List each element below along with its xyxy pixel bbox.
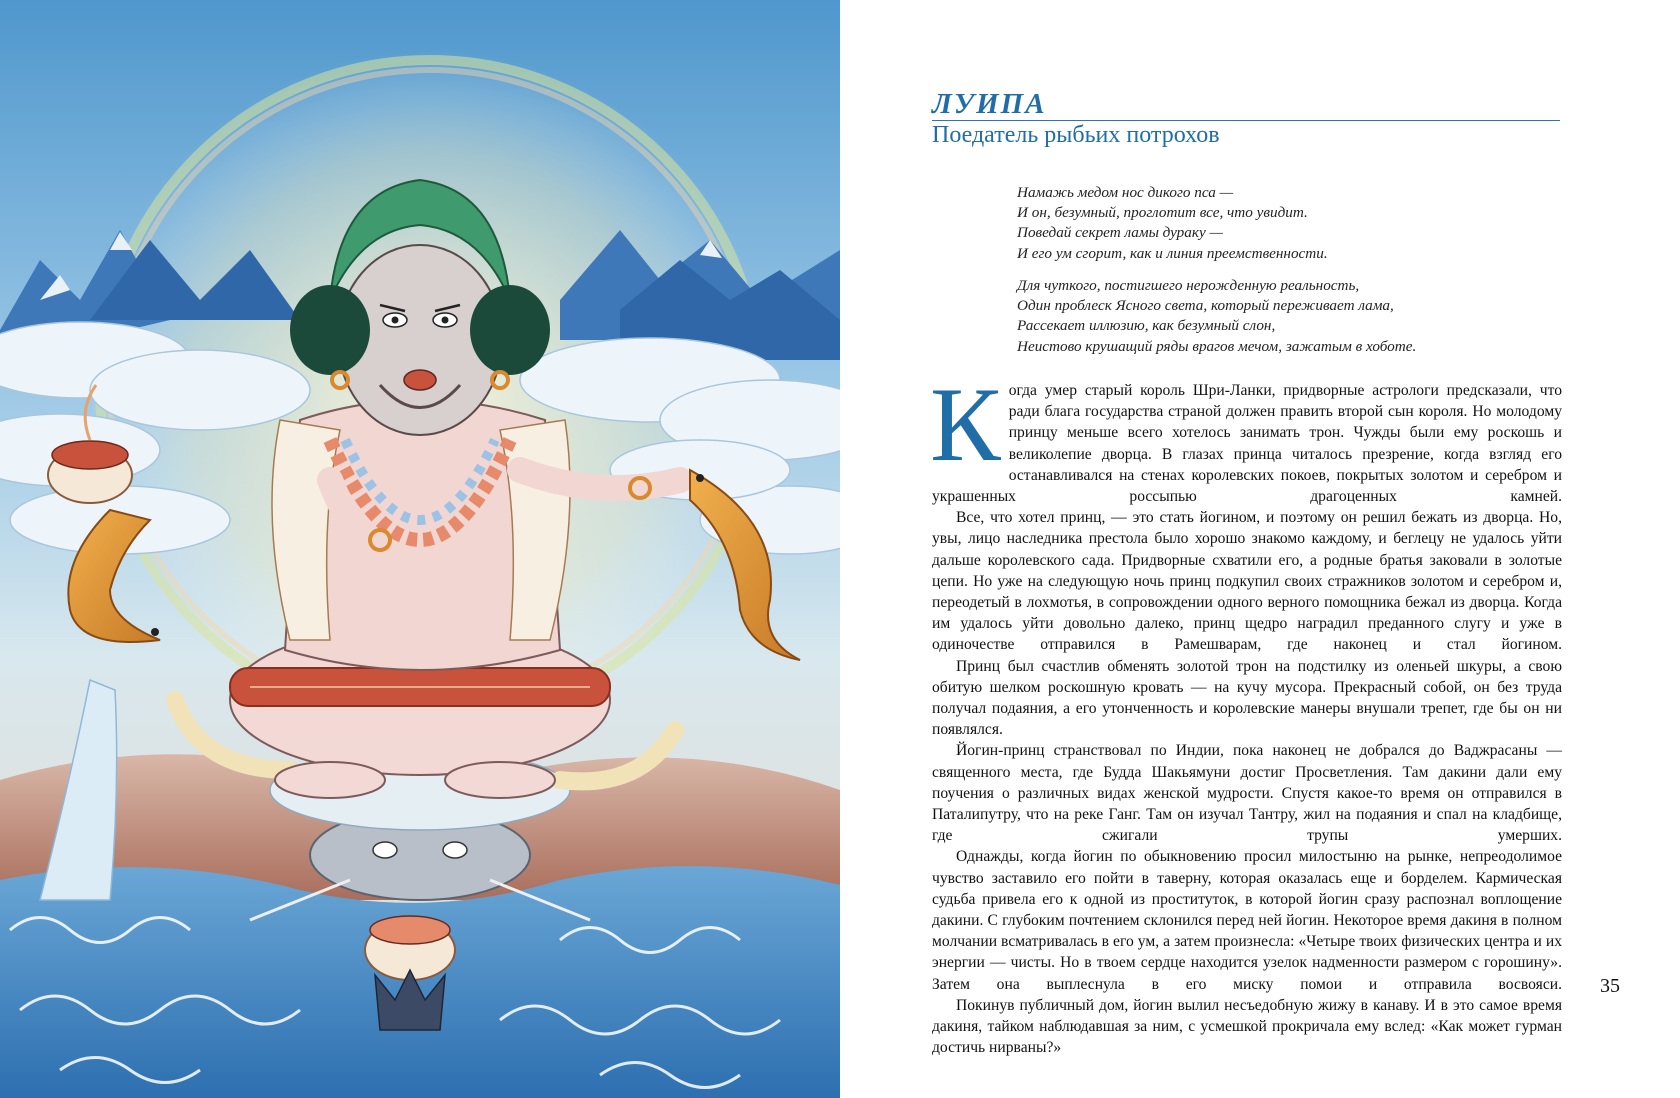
paragraph: огда умер старый король Шри-Ланки, придворные астрологи предсказали, что ради блага государства страной должен править второй сын короля. Но молодому принцу меньше всего хотелось занимать трон. Чужды были ему роскошь и великолепие дворца. В глазах принца читалось презрение, когда взгляд его останавливался на стенах королевских покоев, покрытых золотом и серебром и украшенных россыпью драгоценных камней. bbox=[932, 382, 1562, 506]
verse-line: Неистово крушащий ряды врагов мечом, зажатым в хоботе. bbox=[1017, 337, 1417, 355]
text-page bbox=[840, 0, 1680, 1098]
verse-line: Для чуткого, постигшего нерожденную реальность, bbox=[1017, 277, 1360, 294]
title-rule bbox=[932, 120, 1560, 121]
verse-line: И его ум сгорит, как и линия преемственности. bbox=[1017, 244, 1328, 262]
verse-line: Намажь медом нос дикого пса — bbox=[1017, 184, 1234, 201]
chapter-subtitle: Поедатель рыбьих потрохов bbox=[932, 122, 1220, 148]
verse-line: Рассекает иллюзию, как безумный слон, bbox=[1017, 317, 1276, 335]
paragraph: Йогин-принц странствовал по Индии, пока наконец не добрался до Ваджрасаны — священного места, где Будда Шакьямуни достиг Просветления. Там дакини дали ему поучения о различных видах женской мудрости. Спустя какое-то время он отправился в Паталипутру, что на реке Ганг. Там он изучал Тантру, жил на подаяния и спал на кладбище, где сжигали трупы умерших. bbox=[932, 742, 1562, 845]
epigraph-stanza-1 bbox=[1017, 183, 1537, 264]
epigraph-stanza-2 bbox=[1017, 276, 1537, 357]
page-number: 35 bbox=[1600, 975, 1620, 997]
paragraph: Покинув публичный дом, йогин вылил несъедобную жижу в канаву. И в это самое время дакиня, тайком наблюдавшая за ним, с усмешкой прокричала ему вслед: «Как может гурман достичь нирваны?» bbox=[932, 996, 1562, 1057]
verse-line: Один проблеск Ясного света, который переживает лама, bbox=[1017, 297, 1394, 315]
drop-cap: К bbox=[930, 366, 1001, 483]
paragraph: Однажды, когда йогин по обыкновению просил милостыню на рынке, непреодолимое чувство заставило его пойти в таверну, которая оказалась еще и борделем. Кармическая судьба привела его к одной из проституток, в которой йогин сразу распознал воплощение дакини. С глубоким почтением склонился перед ней йогин. Некоторое время дакиня в полном молчании всматривалась в его ум, а затем произнесла: «Четыре твоих физических центра и их энергии — чисты. Но в твоем сердце находится узелок надменности размером с горошину». Затем она выплеснула в его миску помои и отправила восвояси. bbox=[932, 848, 1562, 993]
paragraph: Принц был счастлив обменять золотой трон на подстилку из оленьей шкуры, а свою обитую шелком роскошную кровать — на кучу мусора. Прекрасный собой, он без труда получал подаяния, а его утонченность и королевские манеры внушали трепет, где бы он ни появлялся. bbox=[932, 657, 1562, 739]
body-text bbox=[930, 366, 1562, 1059]
chapter-title: ЛУИПА bbox=[932, 88, 1047, 120]
verse-line: Поведай секрет ламы дураку — bbox=[1017, 224, 1224, 242]
verse-line: И он, безумный, проглотит все, что увидит. bbox=[1017, 204, 1308, 222]
paragraph: Все, что хотел принц, — это стать йогином, и поэтому он решил бежать из дворца. Но, увы, лицо наследника престола было хорошо знакомо каждому, и беглецу не удалось уйти дальше королевского сада. Придворные схватили его, а родные братья заковали в золотые цепи. Но уже на следующую ночь принц подкупил своих стражников золотом и серебром и, переодетый в лохмотья, в сопровождении одного верного помощника бежал из дворца. Когда им удалось уйти довольно далеко, принц щедро наградил преданного слугу и уже в одиночестве отправился в Рамешварам, где наконец и стал йогином. bbox=[932, 509, 1562, 654]
